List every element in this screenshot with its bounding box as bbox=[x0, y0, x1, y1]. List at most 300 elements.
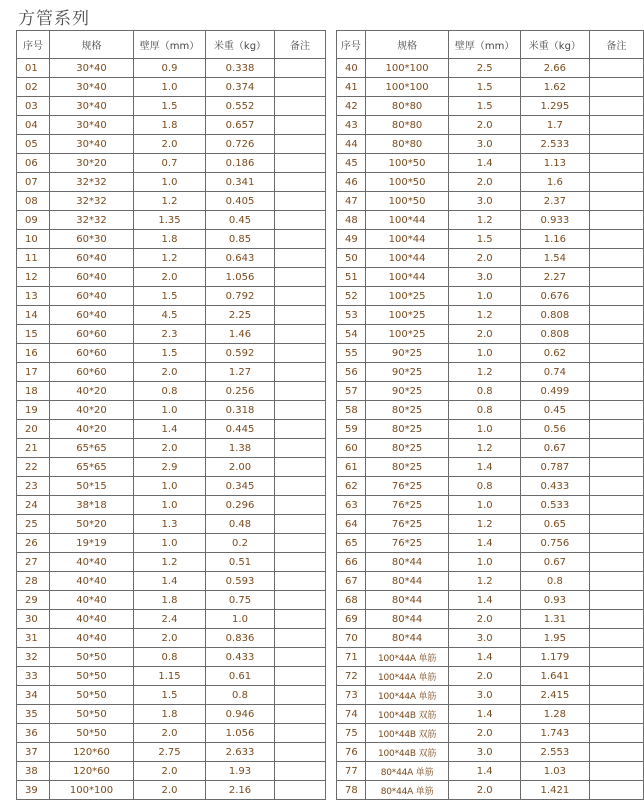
table-row bbox=[17, 420, 326, 439]
cell-weight: 1.295 bbox=[521, 97, 590, 116]
cell-seq: 07 bbox=[17, 173, 50, 192]
cell-weight: 2.25 bbox=[206, 306, 275, 325]
cell-remarks bbox=[589, 287, 643, 306]
cell-remarks bbox=[589, 116, 643, 135]
cell-thickness: 1.2 bbox=[134, 192, 206, 211]
cell-spec: 32*32 bbox=[50, 173, 134, 192]
table-row bbox=[337, 268, 644, 287]
table-row bbox=[337, 154, 644, 173]
table-row bbox=[337, 496, 644, 515]
table-row bbox=[337, 344, 644, 363]
cell-thickness: 1.8 bbox=[134, 705, 206, 724]
table-row bbox=[17, 135, 326, 154]
cell-seq: 12 bbox=[17, 268, 50, 287]
cell-weight: 0.62 bbox=[521, 344, 590, 363]
cell-weight: 2.553 bbox=[521, 743, 590, 762]
table-header-row bbox=[17, 31, 326, 59]
cell-weight: 1.28 bbox=[521, 705, 590, 724]
table-row bbox=[337, 287, 644, 306]
cell-remarks bbox=[589, 458, 643, 477]
table-row bbox=[17, 572, 326, 591]
cell-seq: 66 bbox=[337, 553, 366, 572]
cell-thickness: 1.4 bbox=[449, 154, 521, 173]
cell-thickness: 3.0 bbox=[449, 268, 521, 287]
cell-seq: 48 bbox=[337, 211, 366, 230]
cell-seq: 20 bbox=[17, 420, 50, 439]
cell-thickness: 1.0 bbox=[449, 344, 521, 363]
cell-thickness: 2.75 bbox=[134, 743, 206, 762]
cell-spec: 30*40 bbox=[50, 97, 134, 116]
cell-remarks bbox=[275, 420, 326, 439]
cell-weight: 1.38 bbox=[206, 439, 275, 458]
cell-thickness: 1.0 bbox=[449, 420, 521, 439]
cell-thickness: 2.0 bbox=[134, 439, 206, 458]
cell-weight: 0.65 bbox=[521, 515, 590, 534]
table-row bbox=[337, 667, 644, 686]
cell-weight: 0.533 bbox=[521, 496, 590, 515]
page-title: 方管系列 bbox=[18, 9, 90, 29]
cell-thickness: 1.5 bbox=[134, 344, 206, 363]
cell-weight: 0.318 bbox=[206, 401, 275, 420]
cell-weight: 1.421 bbox=[521, 781, 590, 800]
cell-remarks bbox=[589, 325, 643, 344]
header-weight: 米重（kg） bbox=[206, 31, 275, 59]
table-row bbox=[17, 515, 326, 534]
table-row bbox=[17, 534, 326, 553]
cell-spec: 60*40 bbox=[50, 249, 134, 268]
cell-thickness: 1.4 bbox=[134, 572, 206, 591]
cell-thickness: 2.0 bbox=[134, 135, 206, 154]
cell-remarks bbox=[589, 78, 643, 97]
cell-spec: 40*40 bbox=[50, 553, 134, 572]
cell-spec: 100*44A 单筋 bbox=[365, 686, 448, 705]
cell-spec: 80*80 bbox=[365, 97, 448, 116]
cell-seq: 42 bbox=[337, 97, 366, 116]
table-row bbox=[17, 306, 326, 325]
cell-seq: 09 bbox=[17, 211, 50, 230]
cell-spec: 100*44B 双筋 bbox=[365, 705, 448, 724]
cell-seq: 40 bbox=[337, 59, 366, 78]
table-row bbox=[337, 458, 644, 477]
cell-remarks bbox=[275, 724, 326, 743]
cell-thickness: 2.0 bbox=[449, 724, 521, 743]
cell-thickness: 0.9 bbox=[134, 59, 206, 78]
cell-seq: 39 bbox=[17, 781, 50, 800]
cell-spec: 80*80 bbox=[365, 135, 448, 154]
table-row bbox=[17, 743, 326, 762]
table-row bbox=[337, 724, 644, 743]
cell-thickness: 2.5 bbox=[449, 59, 521, 78]
cell-remarks bbox=[275, 477, 326, 496]
cell-weight: 0.45 bbox=[206, 211, 275, 230]
cell-spec: 50*50 bbox=[50, 705, 134, 724]
cell-remarks bbox=[589, 363, 643, 382]
table-row bbox=[17, 496, 326, 515]
cell-remarks bbox=[589, 211, 643, 230]
cell-thickness: 1.4 bbox=[449, 458, 521, 477]
cell-spec: 90*25 bbox=[365, 363, 448, 382]
cell-seq: 34 bbox=[17, 686, 50, 705]
cell-thickness: 1.35 bbox=[134, 211, 206, 230]
cell-remarks bbox=[275, 211, 326, 230]
cell-thickness: 2.0 bbox=[134, 762, 206, 781]
table-row bbox=[17, 97, 326, 116]
cell-weight: 1.743 bbox=[521, 724, 590, 743]
table-row bbox=[337, 477, 644, 496]
cell-spec: 76*25 bbox=[365, 477, 448, 496]
cell-thickness: 1.0 bbox=[449, 496, 521, 515]
cell-spec: 120*60 bbox=[50, 762, 134, 781]
cell-weight: 0.946 bbox=[206, 705, 275, 724]
table-row bbox=[17, 477, 326, 496]
cell-spec: 30*40 bbox=[50, 116, 134, 135]
cell-remarks bbox=[275, 59, 326, 78]
cell-thickness: 1.15 bbox=[134, 667, 206, 686]
table-row bbox=[337, 705, 644, 724]
cell-spec: 100*25 bbox=[365, 306, 448, 325]
cell-spec: 90*25 bbox=[365, 382, 448, 401]
cell-remarks bbox=[275, 743, 326, 762]
cell-thickness: 1.8 bbox=[134, 230, 206, 249]
cell-spec: 65*65 bbox=[50, 439, 134, 458]
cell-seq: 70 bbox=[337, 629, 366, 648]
cell-thickness: 2.0 bbox=[134, 781, 206, 800]
cell-weight: 0.657 bbox=[206, 116, 275, 135]
cell-spec: 80*44 bbox=[365, 610, 448, 629]
cell-weight: 0.186 bbox=[206, 154, 275, 173]
cell-weight: 1.16 bbox=[521, 230, 590, 249]
cell-remarks bbox=[275, 610, 326, 629]
table-row bbox=[17, 439, 326, 458]
cell-spec: 80*44 bbox=[365, 572, 448, 591]
cell-remarks bbox=[589, 686, 643, 705]
cell-remarks bbox=[275, 344, 326, 363]
cell-thickness: 2.0 bbox=[449, 173, 521, 192]
cell-thickness: 3.0 bbox=[449, 192, 521, 211]
cell-seq: 30 bbox=[17, 610, 50, 629]
cell-spec: 100*44 bbox=[365, 268, 448, 287]
cell-thickness: 2.0 bbox=[449, 610, 521, 629]
cell-remarks bbox=[275, 458, 326, 477]
cell-weight: 0.726 bbox=[206, 135, 275, 154]
cell-spec: 50*50 bbox=[50, 686, 134, 705]
cell-remarks bbox=[589, 230, 643, 249]
table-row bbox=[17, 591, 326, 610]
table-row bbox=[337, 363, 644, 382]
cell-spec: 100*44A 单筋 bbox=[365, 667, 448, 686]
cell-spec: 50*50 bbox=[50, 648, 134, 667]
cell-thickness: 1.0 bbox=[134, 401, 206, 420]
cell-spec: 30*40 bbox=[50, 78, 134, 97]
cell-remarks bbox=[275, 173, 326, 192]
cell-weight: 1.7 bbox=[521, 116, 590, 135]
cell-remarks bbox=[275, 496, 326, 515]
cell-weight: 0.405 bbox=[206, 192, 275, 211]
cell-seq: 24 bbox=[17, 496, 50, 515]
cell-remarks bbox=[275, 401, 326, 420]
cell-thickness: 2.0 bbox=[134, 724, 206, 743]
cell-thickness: 1.8 bbox=[134, 116, 206, 135]
table-row bbox=[17, 154, 326, 173]
cell-weight: 0.933 bbox=[521, 211, 590, 230]
cell-seq: 13 bbox=[17, 287, 50, 306]
cell-thickness: 3.0 bbox=[449, 135, 521, 154]
cell-weight: 0.45 bbox=[521, 401, 590, 420]
cell-weight: 1.95 bbox=[521, 629, 590, 648]
cell-seq: 06 bbox=[17, 154, 50, 173]
cell-spec: 50*50 bbox=[50, 667, 134, 686]
cell-weight: 1.6 bbox=[521, 173, 590, 192]
cell-spec: 40*40 bbox=[50, 591, 134, 610]
cell-seq: 15 bbox=[17, 325, 50, 344]
cell-weight: 1.46 bbox=[206, 325, 275, 344]
cell-thickness: 0.8 bbox=[449, 477, 521, 496]
cell-remarks bbox=[275, 116, 326, 135]
cell-remarks bbox=[275, 306, 326, 325]
cell-seq: 51 bbox=[337, 268, 366, 287]
cell-seq: 49 bbox=[337, 230, 366, 249]
cell-seq: 03 bbox=[17, 97, 50, 116]
cell-thickness: 2.0 bbox=[449, 667, 521, 686]
cell-seq: 77 bbox=[337, 762, 366, 781]
table-row bbox=[337, 192, 644, 211]
cell-remarks bbox=[275, 78, 326, 97]
header-weight: 米重（kg） bbox=[521, 31, 590, 59]
cell-remarks bbox=[275, 192, 326, 211]
cell-seq: 32 bbox=[17, 648, 50, 667]
cell-spec: 100*50 bbox=[365, 154, 448, 173]
cell-remarks bbox=[589, 515, 643, 534]
cell-weight: 0.552 bbox=[206, 97, 275, 116]
cell-thickness: 3.0 bbox=[449, 686, 521, 705]
cell-seq: 31 bbox=[17, 629, 50, 648]
cell-remarks bbox=[589, 135, 643, 154]
cell-remarks bbox=[275, 135, 326, 154]
cell-remarks bbox=[589, 154, 643, 173]
cell-seq: 43 bbox=[337, 116, 366, 135]
cell-thickness: 2.0 bbox=[134, 363, 206, 382]
cell-thickness: 1.4 bbox=[449, 762, 521, 781]
cell-weight: 0.445 bbox=[206, 420, 275, 439]
cell-seq: 56 bbox=[337, 363, 366, 382]
cell-weight: 2.16 bbox=[206, 781, 275, 800]
table-row bbox=[337, 439, 644, 458]
cell-spec: 40*40 bbox=[50, 610, 134, 629]
cell-remarks bbox=[589, 667, 643, 686]
cell-weight: 0.56 bbox=[521, 420, 590, 439]
cell-seq: 67 bbox=[337, 572, 366, 591]
cell-remarks bbox=[275, 534, 326, 553]
cell-weight: 0.67 bbox=[521, 553, 590, 572]
table-row bbox=[337, 686, 644, 705]
cell-seq: 11 bbox=[17, 249, 50, 268]
cell-seq: 60 bbox=[337, 439, 366, 458]
table-row bbox=[337, 401, 644, 420]
cell-remarks bbox=[589, 762, 643, 781]
cell-remarks bbox=[589, 705, 643, 724]
cell-spec: 60*40 bbox=[50, 268, 134, 287]
cell-weight: 1.0 bbox=[206, 610, 275, 629]
cell-seq: 50 bbox=[337, 249, 366, 268]
cell-spec: 80*25 bbox=[365, 439, 448, 458]
cell-remarks bbox=[589, 781, 643, 800]
cell-weight: 2.00 bbox=[206, 458, 275, 477]
cell-spec: 60*40 bbox=[50, 287, 134, 306]
cell-weight: 2.633 bbox=[206, 743, 275, 762]
cell-remarks bbox=[275, 363, 326, 382]
cell-weight: 0.296 bbox=[206, 496, 275, 515]
cell-thickness: 3.0 bbox=[449, 743, 521, 762]
cell-thickness: 1.4 bbox=[449, 591, 521, 610]
cell-seq: 54 bbox=[337, 325, 366, 344]
table-row bbox=[337, 59, 644, 78]
cell-weight: 0.93 bbox=[521, 591, 590, 610]
cell-thickness: 2.0 bbox=[449, 325, 521, 344]
cell-seq: 74 bbox=[337, 705, 366, 724]
cell-seq: 62 bbox=[337, 477, 366, 496]
table-row bbox=[337, 116, 644, 135]
cell-weight: 0.61 bbox=[206, 667, 275, 686]
cell-weight: 1.62 bbox=[521, 78, 590, 97]
cell-thickness: 1.4 bbox=[449, 648, 521, 667]
cell-weight: 0.85 bbox=[206, 230, 275, 249]
cell-remarks bbox=[275, 325, 326, 344]
cell-thickness: 2.0 bbox=[134, 268, 206, 287]
cell-weight: 0.374 bbox=[206, 78, 275, 97]
cell-weight: 0.756 bbox=[521, 534, 590, 553]
table-row bbox=[17, 667, 326, 686]
cell-seq: 21 bbox=[17, 439, 50, 458]
cell-thickness: 1.4 bbox=[449, 705, 521, 724]
table-row bbox=[17, 59, 326, 78]
cell-spec: 30*40 bbox=[50, 59, 134, 78]
cell-spec: 80*80 bbox=[365, 116, 448, 135]
table-row bbox=[17, 363, 326, 382]
cell-seq: 16 bbox=[17, 344, 50, 363]
cell-remarks bbox=[589, 268, 643, 287]
table-row bbox=[337, 249, 644, 268]
table-row bbox=[17, 629, 326, 648]
cell-remarks bbox=[589, 59, 643, 78]
cell-remarks bbox=[589, 249, 643, 268]
table-row bbox=[337, 591, 644, 610]
cell-spec: 80*44A 单筋 bbox=[365, 781, 448, 800]
cell-spec: 80*25 bbox=[365, 420, 448, 439]
cell-weight: 0.256 bbox=[206, 382, 275, 401]
cell-spec: 40*20 bbox=[50, 420, 134, 439]
cell-seq: 58 bbox=[337, 401, 366, 420]
cell-thickness: 1.0 bbox=[134, 173, 206, 192]
cell-thickness: 1.5 bbox=[134, 97, 206, 116]
cell-remarks bbox=[589, 648, 643, 667]
table-row bbox=[17, 648, 326, 667]
cell-spec: 100*100 bbox=[50, 781, 134, 800]
cell-spec: 65*65 bbox=[50, 458, 134, 477]
header-thickness: 壁厚（mm） bbox=[449, 31, 521, 59]
cell-weight: 1.31 bbox=[521, 610, 590, 629]
cell-seq: 41 bbox=[337, 78, 366, 97]
cell-seq: 46 bbox=[337, 173, 366, 192]
table-header-row bbox=[337, 31, 644, 59]
cell-thickness: 1.0 bbox=[134, 477, 206, 496]
table-row bbox=[17, 325, 326, 344]
cell-spec: 80*44 bbox=[365, 591, 448, 610]
cell-remarks bbox=[589, 192, 643, 211]
cell-weight: 0.836 bbox=[206, 629, 275, 648]
cell-weight: 0.75 bbox=[206, 591, 275, 610]
table-row bbox=[17, 287, 326, 306]
cell-thickness: 3.0 bbox=[449, 629, 521, 648]
cell-spec: 80*25 bbox=[365, 458, 448, 477]
cell-weight: 1.27 bbox=[206, 363, 275, 382]
table-row bbox=[337, 325, 644, 344]
table-row bbox=[337, 515, 644, 534]
cell-seq: 65 bbox=[337, 534, 366, 553]
cell-spec: 50*20 bbox=[50, 515, 134, 534]
cell-seq: 52 bbox=[337, 287, 366, 306]
table-row bbox=[17, 553, 326, 572]
cell-seq: 33 bbox=[17, 667, 50, 686]
cell-seq: 18 bbox=[17, 382, 50, 401]
cell-remarks bbox=[589, 382, 643, 401]
cell-seq: 02 bbox=[17, 78, 50, 97]
cell-spec: 40*20 bbox=[50, 401, 134, 420]
cell-remarks bbox=[275, 781, 326, 800]
header-seq: 序号 bbox=[337, 31, 366, 59]
cell-thickness: 1.2 bbox=[134, 249, 206, 268]
cell-spec: 38*18 bbox=[50, 496, 134, 515]
cell-spec: 120*60 bbox=[50, 743, 134, 762]
cell-seq: 71 bbox=[337, 648, 366, 667]
cell-thickness: 1.8 bbox=[134, 591, 206, 610]
cell-weight: 0.8 bbox=[206, 686, 275, 705]
table-row bbox=[17, 401, 326, 420]
table-row bbox=[17, 762, 326, 781]
table-row bbox=[17, 173, 326, 192]
cell-thickness: 2.0 bbox=[449, 249, 521, 268]
cell-spec: 100*44 bbox=[365, 230, 448, 249]
cell-remarks bbox=[275, 762, 326, 781]
cell-thickness: 1.2 bbox=[449, 211, 521, 230]
cell-seq: 73 bbox=[337, 686, 366, 705]
cell-seq: 57 bbox=[337, 382, 366, 401]
table-row bbox=[337, 230, 644, 249]
cell-remarks bbox=[589, 724, 643, 743]
cell-spec: 76*25 bbox=[365, 515, 448, 534]
cell-spec: 100*100 bbox=[365, 59, 448, 78]
cell-seq: 14 bbox=[17, 306, 50, 325]
table-row bbox=[337, 306, 644, 325]
table-row bbox=[337, 762, 644, 781]
cell-seq: 59 bbox=[337, 420, 366, 439]
cell-seq: 36 bbox=[17, 724, 50, 743]
cell-seq: 01 bbox=[17, 59, 50, 78]
table-row bbox=[337, 553, 644, 572]
cell-spec: 19*19 bbox=[50, 534, 134, 553]
cell-remarks bbox=[275, 249, 326, 268]
table-row bbox=[337, 781, 644, 800]
cell-spec: 100*44B 双筋 bbox=[365, 743, 448, 762]
cell-remarks bbox=[275, 154, 326, 173]
table-row bbox=[337, 629, 644, 648]
cell-spec: 76*25 bbox=[365, 496, 448, 515]
cell-thickness: 1.5 bbox=[134, 686, 206, 705]
cell-remarks bbox=[589, 173, 643, 192]
cell-spec: 80*44 bbox=[365, 553, 448, 572]
cell-seq: 63 bbox=[337, 496, 366, 515]
cell-thickness: 2.9 bbox=[134, 458, 206, 477]
cell-seq: 25 bbox=[17, 515, 50, 534]
